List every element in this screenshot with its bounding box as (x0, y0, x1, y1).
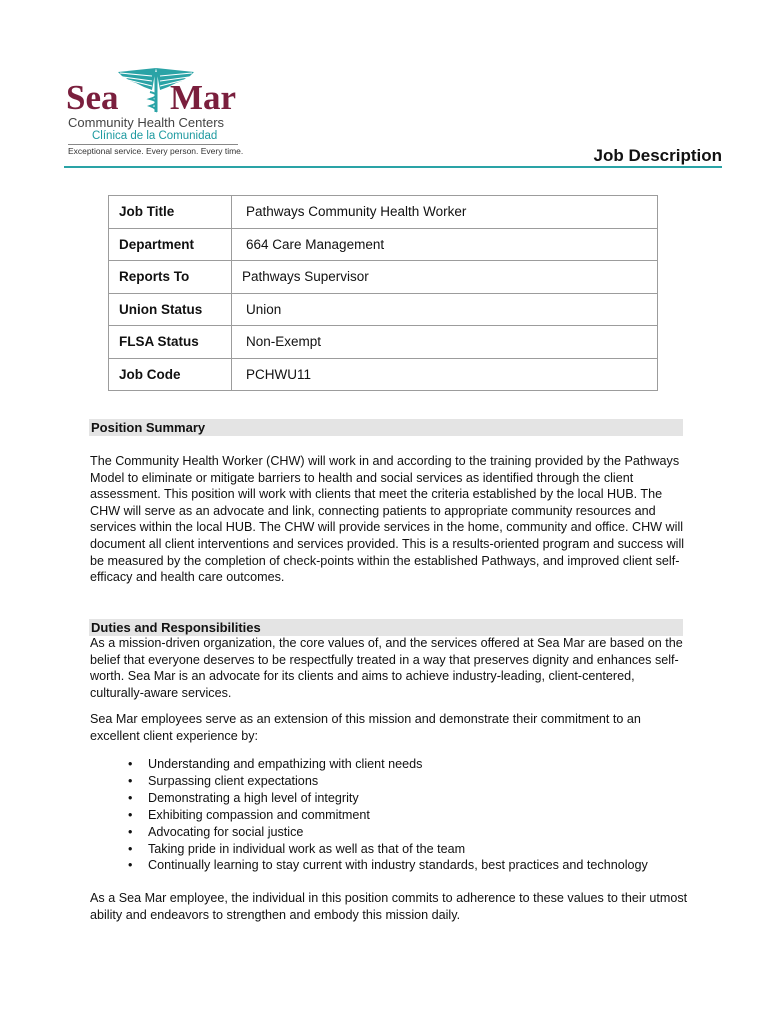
detail-label: Union Status (109, 293, 232, 326)
brand-word-mar: Mar (170, 78, 237, 117)
brand-word-sea: Sea (66, 78, 119, 117)
detail-label: Job Title (109, 196, 232, 229)
job-details-table (108, 195, 658, 391)
document-title: Job Description (593, 146, 722, 165)
duties-closing-text: As a Sea Mar employee, the individual in this position commits to adherence to these values to their utmost ability and endeavors to strengthen and embody this mission daily. (90, 891, 688, 922)
table-row (109, 228, 658, 261)
title-divider (64, 166, 722, 168)
table-row (109, 326, 658, 359)
duties-heading: Duties and Responsibilities (89, 619, 683, 636)
table-row (109, 261, 658, 294)
detail-value: PCHWU11 (232, 358, 658, 391)
detail-label: FLSA Status (109, 326, 232, 359)
brand-tagline: Exceptional service. Every person. Every time. (68, 146, 244, 156)
detail-value: Pathways Community Health Worker (232, 196, 658, 229)
position-summary-heading: Position Summary (89, 419, 683, 436)
detail-value: Pathways Supervisor (232, 261, 658, 294)
table-row (109, 293, 658, 326)
detail-value: 664 Care Management (232, 228, 658, 261)
detail-label: Job Code (109, 358, 232, 391)
detail-value: Non-Exempt (232, 326, 658, 359)
brand-subtitle: Community Health Centers (68, 115, 225, 130)
list-item: • Exhibiting compassion and commitment (128, 807, 648, 824)
detail-value: Union (232, 293, 658, 326)
position-summary-text: The Community Health Worker (CHW) will work in and according to the training provided by the Pathways Model to eliminate or mitigate barriers to health and social services as identified through the client assessment. This position will work with clients that meet the criteria established by the local HUB. The CHW will serve as an advocate and link, connecting patients to appropriate community resources and services within the local HUB. The CHW will provide services in the home, community and office. CHW will document all client interventions and services provided. This is a results-oriented program and success will be measured by the completion of check-points within the established Pathways, and improved client self-efficacy and health care outcomes. (90, 454, 685, 585)
list-item: • Surpassing client expectations (128, 773, 648, 790)
core-values-list (128, 756, 648, 874)
list-item: • Demonstrating a high level of integrity (128, 790, 648, 807)
list-item: • Understanding and empathizing with client needs (128, 756, 648, 773)
list-item: • Continually learning to stay current with industry standards, best practices and technology (128, 857, 648, 874)
table-row (109, 358, 658, 391)
brand-spanish-subtitle: Clínica de la Comunidad (92, 130, 218, 142)
duties-lead-text: Sea Mar employees serve as an extension of this mission and demonstrate their commitment to an excellent client experience by: (90, 712, 641, 743)
list-item: • Advocating for social justice (128, 824, 648, 841)
brand-divider (68, 144, 238, 145)
detail-label: Reports To (109, 261, 232, 294)
table-row (109, 196, 658, 229)
list-item: • Taking pride in individual work as well as that of the team (128, 841, 648, 858)
duties-intro-text: As a mission-driven organization, the core values of, and the services offered at Sea Mar are based on the belief that everyone deserves to be respectfully treated in a way that preserves dignity and enhances self-worth. Sea Mar is an advocate for its clients and aims to achieve industry-leading, client-centered, culturally-aware services. (90, 636, 683, 700)
detail-label: Department (109, 228, 232, 261)
sea-mar-logo (66, 66, 246, 158)
